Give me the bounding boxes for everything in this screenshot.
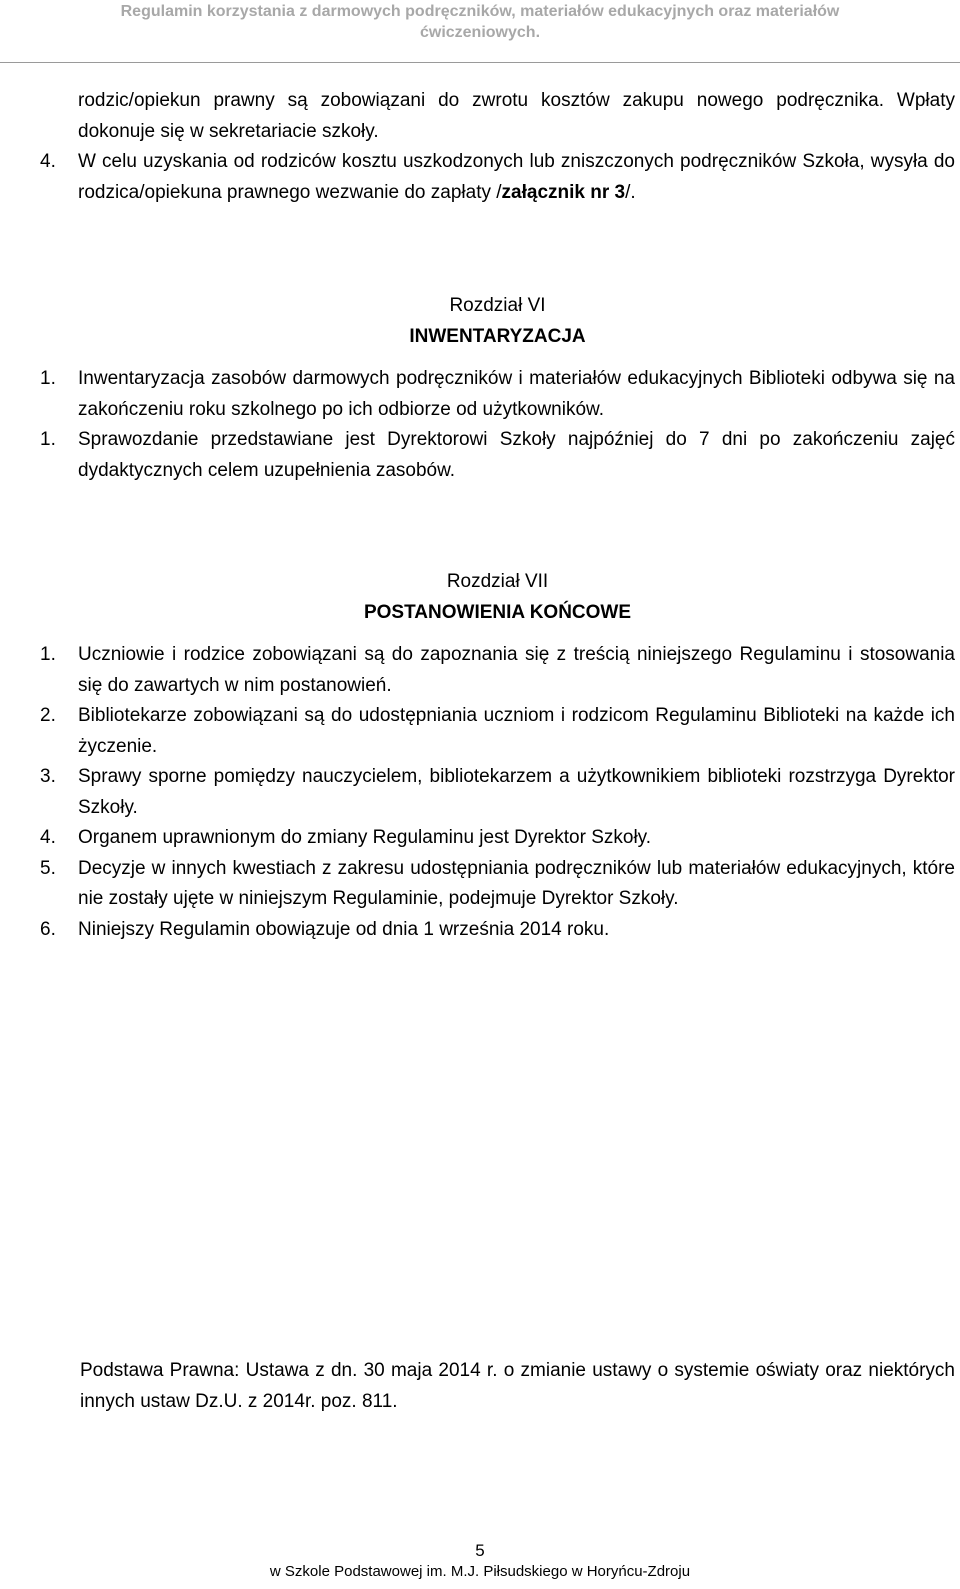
list-item-text: Sprawozdanie przedstawiane jest Dyrektorowi Szkoły najpóźniej do 7 dni po zakończeniu zajęć dydaktycznych celem uzupełnienia zasobów. bbox=[78, 429, 955, 481]
document-body bbox=[40, 86, 955, 945]
list-item-number: 1. bbox=[40, 368, 56, 389]
list-item-number: 4. bbox=[40, 827, 56, 848]
list-item-text: Inwentaryzacja zasobów darmowych podręczników i materiałów edukacyjnych Biblioteki odbywa się na zakończeniu roku szkolnego po ich odbiorze od użytkowników. bbox=[78, 368, 955, 420]
list-item-number: 6. bbox=[40, 918, 56, 940]
list-item-text: Organem uprawnionym do zmiany Regulaminu jest Dyrektor Szkoły. bbox=[78, 827, 652, 848]
page-header bbox=[0, 0, 960, 63]
list-item bbox=[40, 915, 955, 946]
list-item-text bbox=[78, 147, 955, 208]
list-item-text-end: /. bbox=[625, 181, 636, 203]
list-item-text: Niniejszy Regulamin obowiązuje od dnia 1 września 2014 roku. bbox=[78, 918, 610, 940]
list-item bbox=[40, 762, 955, 823]
footer-school-name: w Szkole Podstawowej im. M.J. Piłsudskiego w Horyńcu-Zdroju bbox=[269, 1563, 691, 1580]
list-item-number: 3. bbox=[40, 766, 56, 787]
header-title-line-2: ćwiczeniowych. bbox=[419, 24, 541, 41]
list-item-text: Bibliotekarze zobowiązani są do udostępniania uczniom i rodzicom Regulaminu Biblioteki na każde ich życzenie. bbox=[78, 705, 955, 757]
list-item bbox=[40, 854, 955, 915]
list-item-number: 2. bbox=[40, 705, 56, 726]
attachment-reference: załącznik nr 3 bbox=[501, 181, 626, 203]
list-item bbox=[40, 640, 955, 701]
list-item-text: Decyzje w innych kwestiach z zakresu udostępniania podręczników lub materiałów edukacyjnych, które nie zostały ujęte w niniejszym Regulaminie, podejmuje Dyrektor Szkoły. bbox=[78, 857, 955, 909]
list-item bbox=[40, 147, 955, 208]
list-item bbox=[40, 823, 955, 854]
list-item bbox=[40, 701, 955, 762]
list-item bbox=[40, 364, 955, 425]
chapter-7-label: Rozdział VII bbox=[446, 571, 549, 592]
list-item-number: 1. bbox=[40, 644, 56, 665]
list-item bbox=[40, 425, 955, 486]
header-title-line-1: Regulamin korzystania z darmowych podręczników, materiałów edukacyjnych oraz materiałów bbox=[120, 3, 840, 20]
list-item-number: 5. bbox=[40, 857, 56, 879]
chapter-6-label: Rozdział VI bbox=[449, 295, 546, 316]
list-item-number: 1. bbox=[40, 429, 56, 450]
chapter-7-title: POSTANOWIENIA KOŃCOWE bbox=[363, 602, 632, 623]
list-item-text: Uczniowie i rodzice zobowiązani są do zapoznania się z treścią niniejszego Regulaminu i stosowania się do zawartych w nim postanowień. bbox=[78, 644, 955, 696]
page-number: 5 bbox=[475, 1541, 485, 1560]
continued-paragraph: rodzic/opiekun prawny są zobowiązani do zwrotu kosztów zakupu nowego podręcznika. Wpłaty dokonuje się w sekretariacie szkoły. bbox=[78, 90, 955, 142]
list-item-text-main: W celu uzyskania od rodziców kosztu uszkodzonych lub zniszczonych podręczników Szkoła, wysyła do rodzica/opiekuna prawnego wezwanie do zapłaty / bbox=[78, 151, 955, 203]
list-item-text: Sprawy sporne pomiędzy nauczycielem, bibliotekarzem a użytkownikiem biblioteki rozstrzyga Dyrektor Szkoły. bbox=[78, 766, 955, 818]
legal-basis: Podstawa Prawna: Ustawa z dn. 30 maja 2014 r. o zmianie ustawy o systemie oświaty oraz niektórych innych ustaw Dz.U. z 2014r. poz. 811. bbox=[80, 1360, 955, 1412]
chapter-6-title: INWENTARYZACJA bbox=[409, 326, 586, 347]
list-item-number: 4. bbox=[40, 151, 56, 172]
